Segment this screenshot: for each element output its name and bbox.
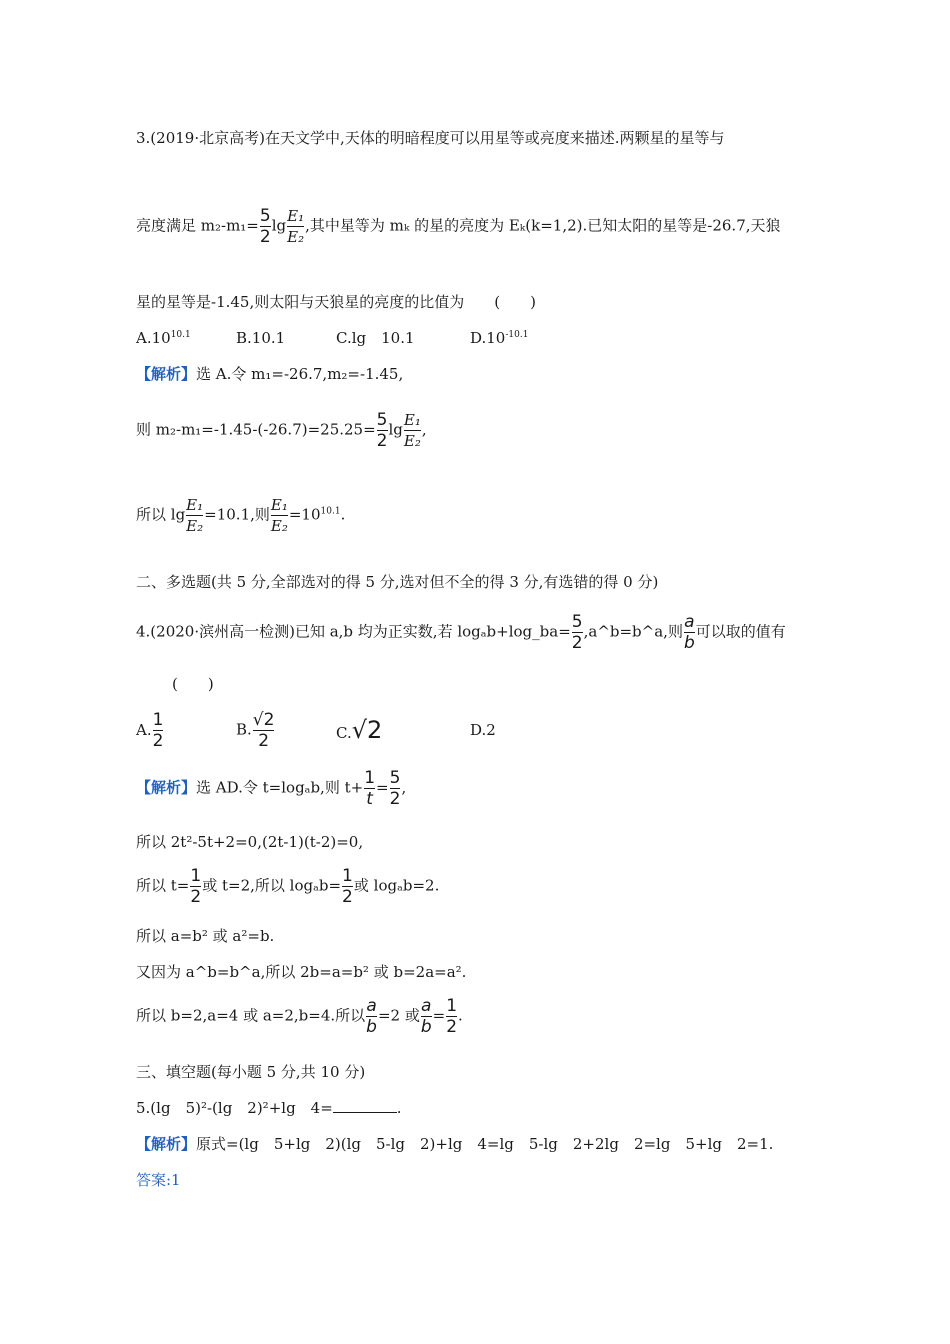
q3-fraction-e1-e2: $\frac{\text{E₁}}{\text{E₂}}$ — [287, 207, 305, 246]
q3-option-d: $D.10^{-10.1}$ — [470, 329, 529, 347]
analysis-tag: 【解析】 — [136, 778, 197, 797]
q4-option-a-fraction: $\frac{1}{2}$ — [152, 710, 164, 751]
sol3-fraction-e1-e2-a: $\frac{\text{E₁}}{\text{E₂}}$ — [186, 496, 204, 535]
sol3-fraction-e1-e2-b: $\frac{\text{E₁}}{\text{E₂}}$ — [270, 496, 288, 535]
q5-line: 5.(lg 5)²-(lg 2)²+lg 4= . — [136, 1099, 402, 1117]
sol4-line3: 所以 t= $\frac{1}{2}$ 或 t=2,所以 logₐb= $\frac{1}{2}$ 或 logₐb=2. — [136, 866, 440, 907]
q3-line1: 3.(2019·北京高考)在天文学中,天体的明暗程度可以用星等或亮度来描述.两颗星的星等与 — [136, 129, 725, 147]
sol4-fraction-one-half-b: $\frac{1}{2}$ — [342, 866, 353, 907]
analysis-tag: 【解析】 — [136, 1135, 197, 1153]
q4-options — [136, 710, 496, 751]
sol4-fraction-one-half-a: $\frac{1}{2}$ — [190, 866, 202, 907]
q3-line3: 星的星等是-1.45,则太阳与天狼星的亮度的比值为 ( ) — [136, 293, 536, 311]
sol4-fraction-one-half-c: $\frac{1}{2}$ — [446, 996, 458, 1037]
sol3-fraction-e1-e2: $\frac{\text{E₁}}{\text{E₂}}$ — [403, 411, 421, 450]
q4-option-c: C.√2 — [336, 716, 383, 744]
q3-option-b: B.10.1 — [236, 329, 286, 347]
sol4-fraction-one-over-t: $\frac{1}{t}$ — [364, 768, 376, 809]
q3-relation-prefix: 亮度满足 m₂-m₁= — [136, 216, 259, 235]
section-fill-blank-heading: 三、填空题(每小题 5 分,共 10 分) — [136, 1063, 366, 1081]
q3-line2 — [136, 206, 781, 247]
sol4-line2: 所以 2t²-5t+2=0,(2t-1)(t-2)=0, — [136, 833, 364, 851]
sol4-fraction-five-halves: $\frac{5}{2}$ — [389, 768, 401, 809]
q4-option-b-fraction: $\frac{√2}{2}$ — [252, 710, 275, 751]
q4-answer-paren: ( ) — [172, 675, 214, 693]
sol4-line6: 所以 b=2,a=4 或 a=2,b=4.所以 $\frac{a}{b}$ =2 或 $\frac{a}{b}$ = $\frac{1}{2}$ . — [136, 996, 463, 1037]
sol4-line1: 【解析】选 AD.令 t=logₐb,则 t+ $\frac{1}{t}$ = $\frac{5}{2}$ , — [136, 768, 407, 809]
q4-fraction-a-over-b: $\frac{a}{b}$ — [683, 612, 695, 653]
q4-fraction-five-halves: $\frac{5}{2}$ — [571, 612, 583, 653]
sol4-line5: 又因为 a^b=b^a,所以 2b=a=b² 或 b=2a=a². — [136, 963, 467, 981]
lg-symbol: lg — [271, 216, 287, 235]
sol3-line1: 【解析】选 A.令 m₁=-26.7,m₂=-1.45, — [136, 365, 404, 383]
sol4-fraction-a-over-b-2: $\frac{a}{b}$ — [420, 996, 432, 1037]
q4-option-a: A. $\frac{1}{2}$ — [136, 710, 164, 751]
section-multiple-choice-heading: 二、多选题(共 5 分,全部选对的得 5 分,选对但不全的得 3 分,有选错的得 0 分) — [136, 573, 659, 591]
sol4-fraction-a-over-b-1: $\frac{a}{b}$ — [366, 996, 377, 1037]
answer-line: 答案:1 — [136, 1171, 181, 1189]
q3-relation-suffix: ,其中星等为 mₖ 的星的亮度为 Eₖ(k=1,2).已知太阳的星等是-26.7,天狼 — [305, 216, 781, 235]
analysis-tag: 【解析】 — [136, 365, 197, 383]
q5-answer-blank — [333, 1098, 397, 1113]
sol4-line4: 所以 a=b² 或 a²=b. — [136, 927, 275, 945]
sol3-fraction-five-halves: $\frac{5}{2}$ — [376, 410, 388, 451]
q3-option-a: $A.10^{10.1}$ — [136, 329, 191, 347]
q3-fraction-five-halves: $\frac{5}{2}$ — [259, 206, 271, 247]
q3-options — [136, 328, 529, 348]
q4-line1: 4.(2020·滨州高一检测)已知 a,b 均为正实数,若 logₐb+log_ba= $\frac{5}{2}$ ,a^b=b^a,则 $\frac{a}{b}$ 可以取的值有 — [136, 612, 786, 653]
q4-option-b: B. $\frac{√2}{2}$ — [236, 710, 275, 751]
sol3-line2: 则 m₂-m₁=-1.45-(-26.7)=25.25= $\frac{5}{2}$ lg $\frac{\text{E₁}}{\text{E₂}}$ , — [136, 410, 427, 451]
sol3-line3: 所以 lg $\frac{\text{E₁}}{\text{E₂}}$ =10.1,则 $\frac{\text{E₁}}{\text{E₂}}$ $=10^{10.1}$. — [136, 496, 346, 535]
q4-option-d: D.2 — [470, 721, 496, 739]
sol5-line: 【解析】原式=(lg 5+lg 2)(lg 5-lg 2)+lg 4=lg 5-lg 2+2lg 2=lg 5+lg 2=1. — [136, 1135, 774, 1153]
q3-option-c: C.lg 10.1 — [336, 329, 415, 347]
